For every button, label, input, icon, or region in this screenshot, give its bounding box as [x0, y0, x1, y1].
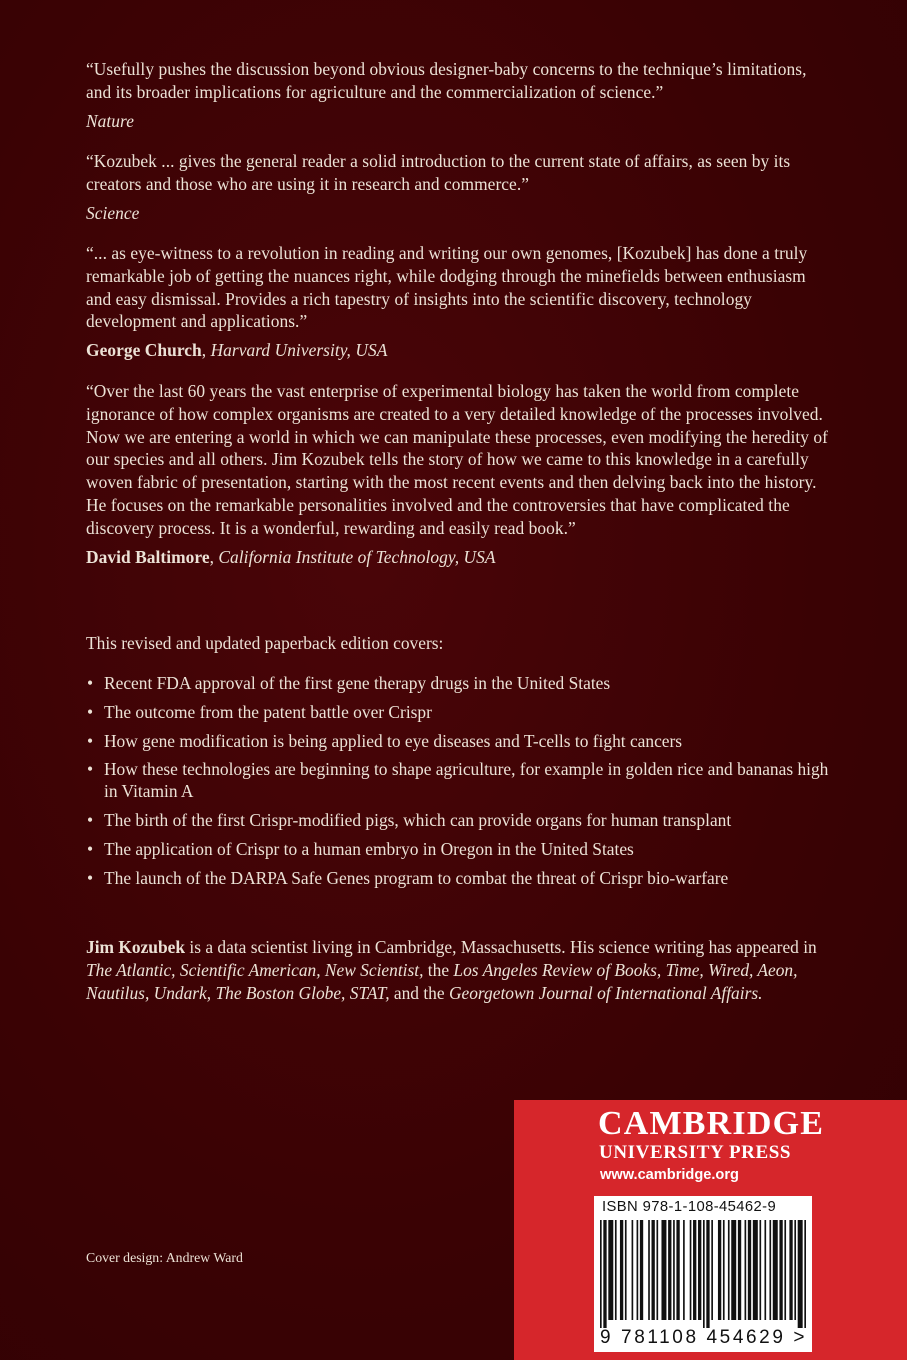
- list-item: • How these technologies are beginning to shape agriculture, for example in golden rice and bananas high in Vitamin A: [86, 758, 846, 802]
- isbn-label: ISBN 978-1-108-45462-9: [602, 1199, 777, 1215]
- list-item: • The application of Crispr to a human embryo in Oregon in the United States: [86, 838, 846, 860]
- list-item: • The outcome from the patent battle over Crispr: [86, 701, 846, 723]
- quote-attribution: [86, 202, 834, 224]
- publisher-box: [514, 1100, 907, 1360]
- quote-source: Nature: [86, 110, 134, 131]
- barcode-icon: [600, 1220, 806, 1328]
- quote-attribution: [86, 339, 834, 361]
- attribution-separator: ,: [209, 546, 219, 567]
- reviewer-institution: California Institute of Technology, USA: [218, 546, 496, 567]
- edition-features-list: [86, 672, 846, 896]
- publisher-logo-press: UNIVERSITY PRESS: [599, 1142, 792, 1163]
- bio-text: is a data scientist living in Cambridge, Massachusetts. His science writing has appeared in: [185, 937, 817, 957]
- review-quote-church: [86, 242, 834, 361]
- quote-text: “Over the last 60 years the vast enterprise of experimental biology has taken the world from complete ignorance of how complex organisms are created to a very detailed knowledge of the processes involved. Now we are entering a world in which we can manipulate these processes, even modifying the heredity of our species and all others. Jim Kozubek tells the story of how we came to this knowledge in a carefully woven fabric of presentation, starting with the most recent events and then delving back into the history. He focuses on the remarkable personalities involved and the controversies that have complicated the discovery process. It is a wonderful, rewarding and easily read book.”: [86, 381, 829, 538]
- bio-publications: Los Angeles Review of Books, Time, Wired, Aeon, Nautilus, Undark, The Boston Globe, STAT,: [86, 960, 798, 1003]
- bio-publications: Georgetown Journal of International Affairs.: [448, 983, 763, 1003]
- reviewer-name: George Church: [86, 340, 202, 361]
- publisher-logo-name: CAMBRIDGE: [598, 1105, 825, 1142]
- quote-attribution: [86, 110, 834, 132]
- quote-source: Science: [86, 202, 140, 223]
- cover-design-credit: Cover design: Andrew Ward: [86, 1250, 243, 1265]
- attribution-separator: ,: [201, 340, 211, 361]
- review-quote-baltimore: [86, 380, 834, 568]
- barcode-panel: [594, 1196, 812, 1352]
- review-quote-nature: [86, 58, 834, 132]
- author-name: Jim Kozubek: [86, 937, 186, 957]
- list-item: • Recent FDA approval of the first gene therapy drugs in the United States: [86, 672, 846, 694]
- reviewer-name: David Baltimore: [86, 546, 210, 567]
- publisher-url: www.cambridge.org: [600, 1167, 739, 1183]
- bio-publications: The Atlantic, Scientific American, New Scientist,: [86, 960, 424, 980]
- quote-text: “... as eye-witness to a revolution in reading and writing our own genomes, [Kozubek] has done a truly remarkable job of getting the nuances right, while dodging through the minefields between enthusiasm and easy dismissal. Provides a rich tapestry of insights into the scientific discovery, technology development and applications.”: [86, 243, 808, 332]
- quote-text: “Kozubek ... gives the general reader a solid introduction to the current state of affairs, as seen by its creators and those who are using it in research and commerce.”: [86, 151, 791, 194]
- reviewer-institution: Harvard University, USA: [210, 340, 388, 361]
- author-bio: [86, 936, 836, 1005]
- quote-text: “Usefully pushes the discussion beyond obvious designer-baby concerns to the technique’s limitations, and its broader implications for agriculture and the commercialization of science.”: [86, 59, 807, 102]
- quote-attribution: [86, 546, 834, 568]
- list-item: • How gene modification is being applied to eye diseases and T-cells to fight cancers: [86, 730, 846, 752]
- edition-intro: This revised and updated paperback edition covers:: [86, 633, 444, 653]
- ean-digits: 9 781108 454629 >: [600, 1327, 808, 1348]
- list-item: • The birth of the first Crispr-modified pigs, which can provide organs for human transplant: [86, 809, 846, 831]
- bio-text: and the: [389, 983, 449, 1003]
- review-quote-science: [86, 150, 834, 224]
- list-item: • The launch of the DARPA Safe Genes program to combat the threat of Crispr bio-warfare: [86, 867, 846, 889]
- bio-text: the: [423, 960, 454, 980]
